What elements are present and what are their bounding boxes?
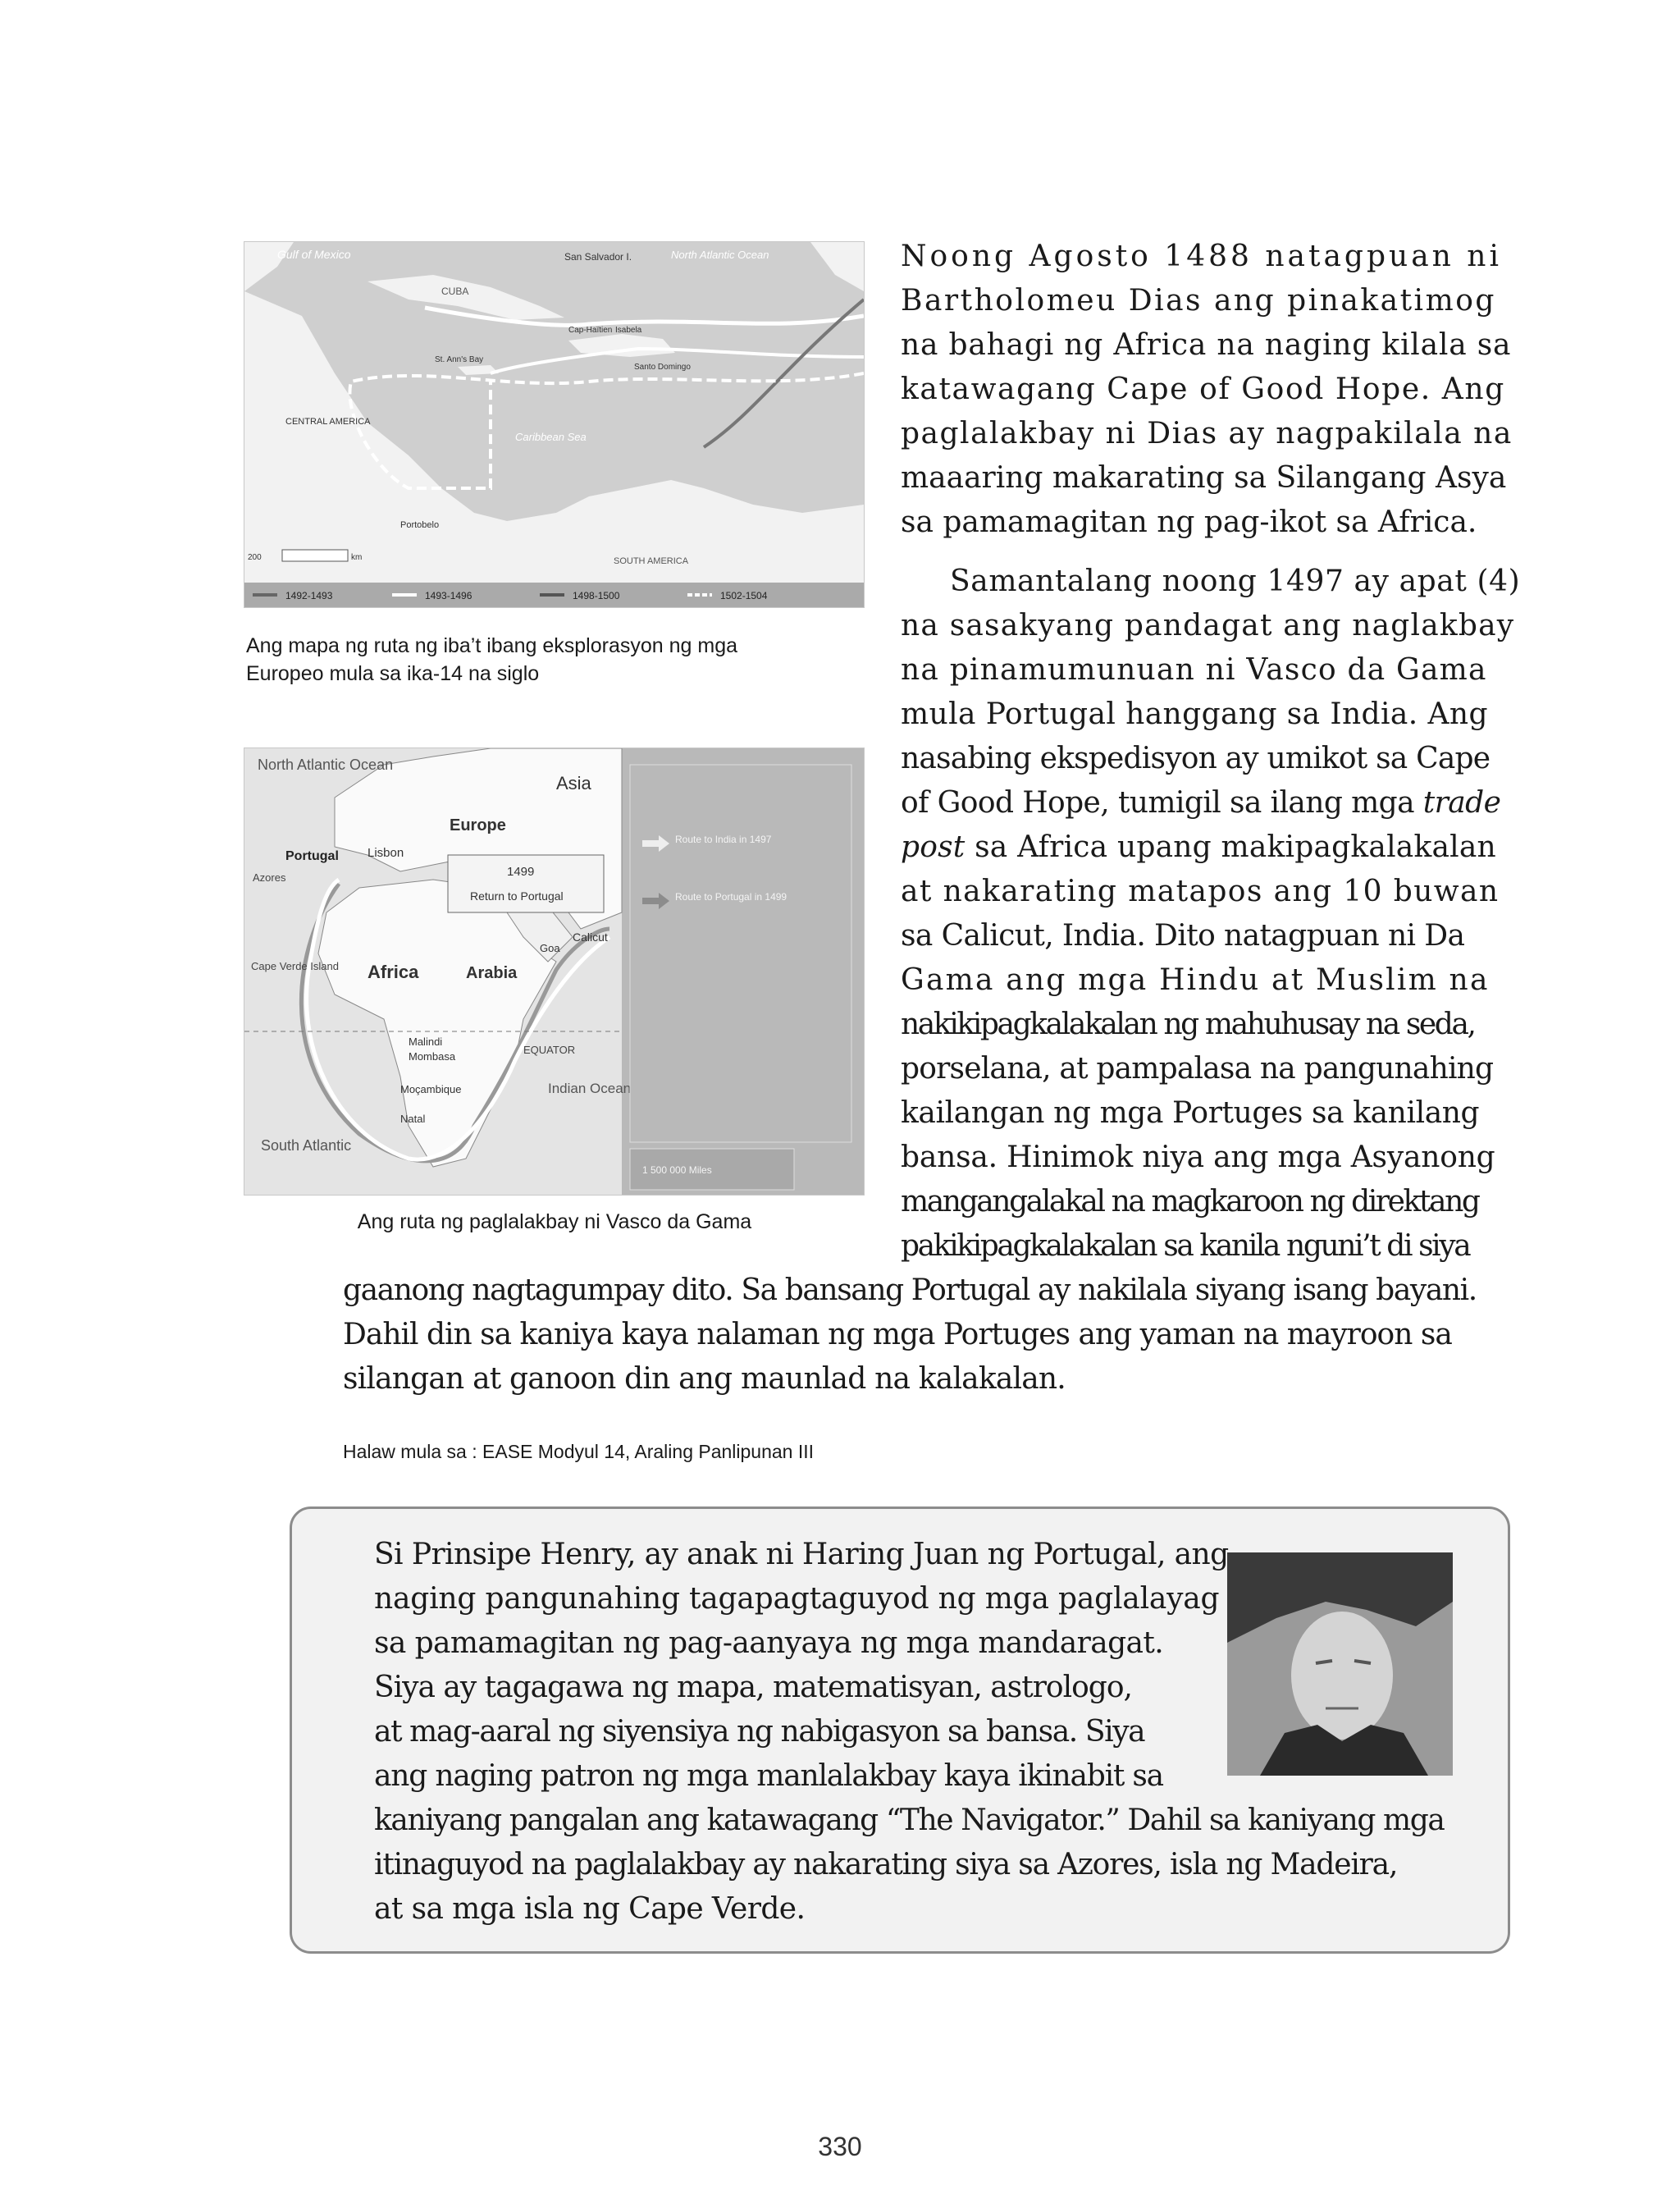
label-caribbean: Caribbean Sea <box>515 431 587 443</box>
box-text-line: at mag-aaral ng siyensiya ng nabigasyon sa bansa. Siya <box>374 1715 1145 1749</box>
label-south-atlantic: South Atlantic <box>261 1137 352 1154</box>
label-cape-verde: Cape Verde Island <box>251 960 339 972</box>
portrait-face <box>1291 1612 1393 1740</box>
prince-henry-portrait <box>1227 1552 1453 1776</box>
label-malindi: Malindi <box>409 1036 443 1048</box>
label-indian-ocean: Indian Ocean <box>548 1081 632 1096</box>
label-san-salvador: San Salvador I. <box>564 251 632 263</box>
text-line: sa Calicut, India. Dito natagpuan ni Da <box>901 919 1465 953</box>
italic-term-trade: trade <box>1422 786 1501 820</box>
text-line: gaanong nagtagumpay dito. Sa bansang Portugal ay nakilala siyang isang bayani. <box>343 1273 1477 1307</box>
text-line: katawagang Cape of Good Hope. Ang <box>901 373 1505 406</box>
label-asia: Asia <box>556 773 591 793</box>
legend-label-2: 1493-1496 <box>425 590 472 601</box>
label-gulf: Gulf of Mexico <box>277 248 351 261</box>
label-cuba: CUBA <box>441 286 469 297</box>
vasco-da-gama-route-map <box>244 748 865 1196</box>
legend-route-portugal: Route to Portugal in 1499 <box>675 891 788 903</box>
box-text-line: itinaguyod na paglalakbay ay nakarating siya sa Azores, isla ng Madeira, <box>374 1848 1398 1881</box>
box-text-line: naging pangunahing tagapagtaguyod ng mga paglalayag <box>374 1582 1220 1616</box>
portrait-svg <box>1227 1552 1453 1776</box>
label-azores: Azores <box>253 871 286 884</box>
map1-caption-line-1: Ang mapa ng ruta ng iba’t ibang eksplorasyon ng mga <box>246 634 737 657</box>
label-map2-north-atlantic: North Atlantic Ocean <box>258 757 394 773</box>
box-text-line: at sa mga isla ng Cape Verde. <box>374 1892 806 1926</box>
box-text-line: kaniyang pangalan ang katawagang “The Navigator.” Dahil sa kaniyang mga <box>374 1804 1445 1837</box>
map1-caption-line-2: Europeo mula sa ika-14 na siglo <box>246 662 540 685</box>
text-line: Gama ang mga Hindu at Muslim na <box>901 963 1490 997</box>
text-line: Noong Agosto 1488 natagpuan ni <box>901 240 1503 273</box>
label-portobelo: Portobelo <box>400 520 440 530</box>
label-scale-200: 200 <box>248 553 262 562</box>
label-box-text: Return to Portugal <box>470 889 564 903</box>
text-line: mula Portugal hanggang sa India. Ang <box>901 697 1488 731</box>
text-line: porselana, at pampalasa na pangunahing <box>901 1052 1494 1086</box>
label-isabela: Isabela <box>615 326 642 335</box>
text-line: at nakarating matapos ang 10 buwan <box>901 875 1500 908</box>
legend-route-india: Route to India in 1497 <box>675 834 772 845</box>
text-line: Samantalang noong 1497 ay apat (4) <box>950 565 1521 598</box>
page-number: 330 <box>818 2132 862 2161</box>
label-equator: EQUATOR <box>523 1044 576 1056</box>
box-text-line: Si Prinsipe Henry, ay anak ni Haring Juan ng Portugal, ang <box>374 1538 1229 1571</box>
label-santo-domingo: Santo Domingo <box>634 363 691 372</box>
label-st-anns-bay: St. Ann's Bay <box>435 355 484 364</box>
legend-label-1: 1492-1493 <box>285 590 333 601</box>
text-line: Bartholomeu Dias ang pinakatimog <box>901 284 1496 318</box>
text-line: na sasakyang pandagat ang naglakbay <box>901 609 1515 642</box>
text-line: mangangalakal na magkaroon ng direktang <box>901 1185 1479 1218</box>
label-natal: Natal <box>400 1113 426 1125</box>
label-portugal: Portugal <box>285 849 339 863</box>
label-arabia: Arabia <box>466 964 518 982</box>
box-text-line: ang naging patron ng mga manlalakbay kaya ikinabit sa <box>374 1759 1163 1793</box>
map1-caption <box>246 632 820 688</box>
map-scale-bar <box>282 550 348 561</box>
text-line: paglalakbay ni Dias ay nagpakilala na <box>901 417 1513 450</box>
label-lisbon: Lisbon <box>368 846 404 860</box>
text-span: sa Africa upang makipagkalakalan <box>965 830 1496 864</box>
caribbean-map-svg <box>244 242 864 607</box>
label-central-america: CENTRAL AMERICA <box>285 417 371 427</box>
text-line: silangan at ganoon din ang maunlad na kalakalan. <box>343 1362 1066 1396</box>
label-europe: Europe <box>450 816 506 834</box>
text-line: na bahagi ng Africa na naging kilala sa <box>901 328 1512 362</box>
return-box <box>448 855 604 912</box>
legend-label-3: 1498-1500 <box>573 590 620 601</box>
label-south-america: SOUTH AMERICA <box>614 556 689 566</box>
legend-scale: 1 500 000 Miles <box>642 1164 712 1176</box>
label-mombasa: Mombasa <box>409 1050 456 1063</box>
label-cap-haitien: Cap-Haïtien <box>568 326 613 335</box>
map2-caption: Ang ruta ng paglalakbay ni Vasco da Gama <box>357 1210 752 1233</box>
label-north-atlantic: North Atlantic Ocean <box>671 249 769 261</box>
text-line: nasabing ekspedisyon ay umikot sa Cape <box>901 742 1491 775</box>
label-mozambique: Moçambique <box>400 1083 462 1095</box>
box-text-line: sa pamamagitan ng pag-aanyaya ng mga mandaragat. <box>374 1626 1164 1660</box>
text-line: bansa. Hinimok niya ang mga Asyanong <box>901 1141 1495 1174</box>
text-line-italic-mix <box>901 781 1500 825</box>
legend-label-4: 1502-1504 <box>720 590 768 601</box>
italic-term-post: post <box>901 830 966 864</box>
label-box-year: 1499 <box>507 865 535 879</box>
text-line: sa pamamagitan ng pag-ikot sa Africa. <box>901 505 1477 539</box>
text-line: nakikipagkalakalan ng mahuhusay na seda, <box>901 1008 1475 1041</box>
box-text-line: Siya ay tagagawa ng mapa, matematisyan, astrologo, <box>374 1671 1132 1704</box>
text-span: of Good Hope, tumigil sa ilang mga <box>901 786 1423 820</box>
label-africa: Africa <box>368 962 419 982</box>
map2-legend-panel <box>622 748 864 1195</box>
text-line-italic-mix <box>901 825 1496 870</box>
text-line: pakikipagkalakalan sa kanila nguni’t di siya <box>901 1229 1470 1263</box>
label-goa: Goa <box>540 942 560 954</box>
source-citation: Halaw mula sa : EASE Modyul 14, Araling Panlipunan III <box>343 1441 815 1462</box>
text-line: Dahil din sa kaniya kaya nalaman ng mga Portuges ang yaman na mayroon sa <box>343 1318 1452 1351</box>
text-line: kailangan ng mga Portuges sa kanilang <box>901 1096 1480 1130</box>
text-line: na pinamumunuan ni Vasco da Gama <box>901 653 1487 687</box>
label-scale-km: km <box>351 553 363 562</box>
text-line: maaaring makarating sa Silangang Asya <box>901 461 1507 495</box>
africa-map-svg <box>244 748 864 1195</box>
exploration-routes-map <box>244 241 865 608</box>
label-calicut: Calicut <box>573 930 608 944</box>
